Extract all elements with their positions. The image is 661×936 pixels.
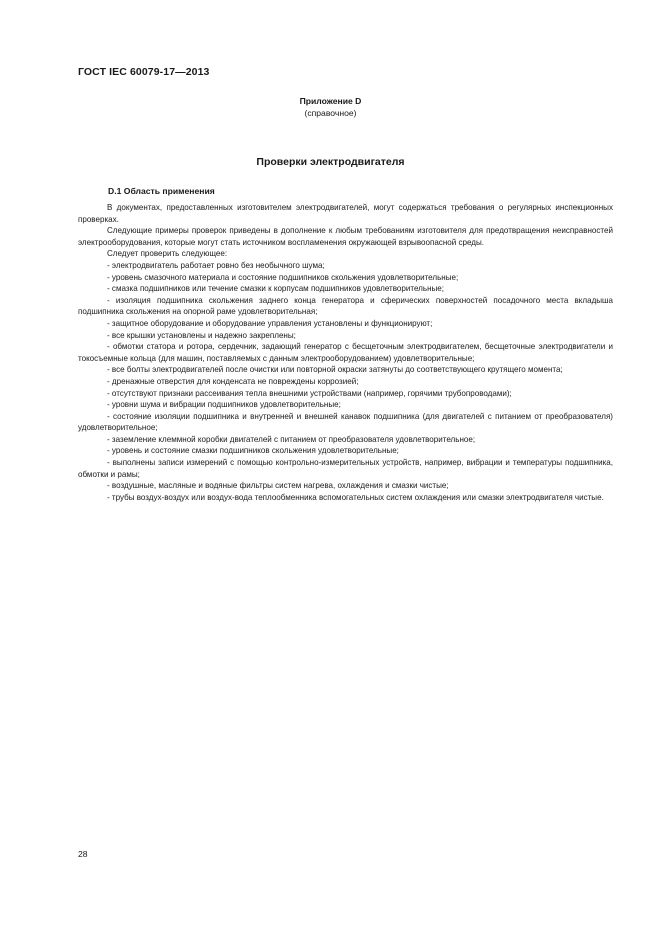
- list-item: - воздушные, масляные и водяные фильтры систем нагрева, охлаждения и смазки чистые;: [107, 481, 449, 491]
- list-item: - трубы воздух-воздух или воздух-вода теплообменника вспомогательных систем охлаждения или смазки электродвигателя чистые.: [107, 492, 604, 502]
- document-header: ГОСТ IEC 60079-17—2013: [78, 66, 210, 78]
- list-item: - отсутствуют признаки рассеивания тепла внешними устройствами (например, горячими трубопроводами);: [107, 388, 512, 398]
- list-item: - изоляция подшипника скольжения заднего конца генератора и сферических поверхностей посадочного места вкладыша подшипника скольжения на опорной раме удовлетворительная;: [78, 295, 613, 317]
- list-item: - электродвигатель работает ровно без необычного шума;: [107, 260, 325, 270]
- list-item: - все болты электродвигателей после очистки или повторной окраски затянуты до соответствующего крутящего момента;: [107, 365, 563, 375]
- section-title: Проверки электродвигателя: [256, 156, 405, 168]
- list-item: - уровень смазочного материала и состояние подшипников скольжения удовлетворительные;: [107, 272, 459, 282]
- list-item: - уровни шума и вибрации подшипников удовлетворительные;: [107, 400, 341, 410]
- list-item: - уровень и состояние смазки подшипников скольжения удовлетворительные;: [107, 446, 399, 456]
- annex-note: (справочное): [304, 108, 357, 118]
- paragraph: В документах, предоставленных изготовителем электродвигателей, могут содержаться требования о регулярных инспекционных проверках.: [78, 203, 613, 224]
- list-item: - состояние изоляции подшипника и внутренней и внешней канавок подшипника (для двигателей с питанием от преобразователя) удовлетворительное;: [78, 411, 613, 433]
- list-item: - дренажные отверстия для конденсата не повреждены коррозией;: [107, 376, 359, 386]
- paragraph: Следует проверить следующее:: [107, 249, 228, 259]
- list-item: - заземление клеммной коробки двигателей с питанием от преобразователя удовлетворительное;: [107, 434, 476, 444]
- list-item: - выполнены записи измерений с помощью контрольно-измерительных устройств, например, вибрации и температуры подшипника, обмотки и рамы;: [78, 458, 613, 479]
- list-item: - все крышки установлены и надежно закреплены;: [107, 330, 296, 340]
- body-text: [78, 202, 613, 503]
- list-item: - смазка подшипников или течение смазки к корпусам подшипников удовлетворительные;: [107, 284, 445, 294]
- page-number: 28: [78, 849, 88, 859]
- list-item: - защитное оборудование и оборудование управления установлены и функционируют;: [107, 318, 433, 328]
- subsection-title: D.1 Область применения: [108, 186, 215, 196]
- paragraph: Следующие примеры проверок приведены в дополнение к любым требованиям изготовителя для предотвращения неисправностей электрооборудования, которые могут стать источником воспламенения окружающей взрывоопасной среды.: [78, 226, 613, 247]
- list-item: - обмотки статора и ротора, сердечник, задающий генератор с бесщеточным электродвигателем, бесщеточные электродвигатели и токосъемные кольца (для машин, поставляемых с данным электрооборудованием) удовлетворительные;: [78, 342, 613, 363]
- annex-title: Приложение D: [299, 96, 362, 106]
